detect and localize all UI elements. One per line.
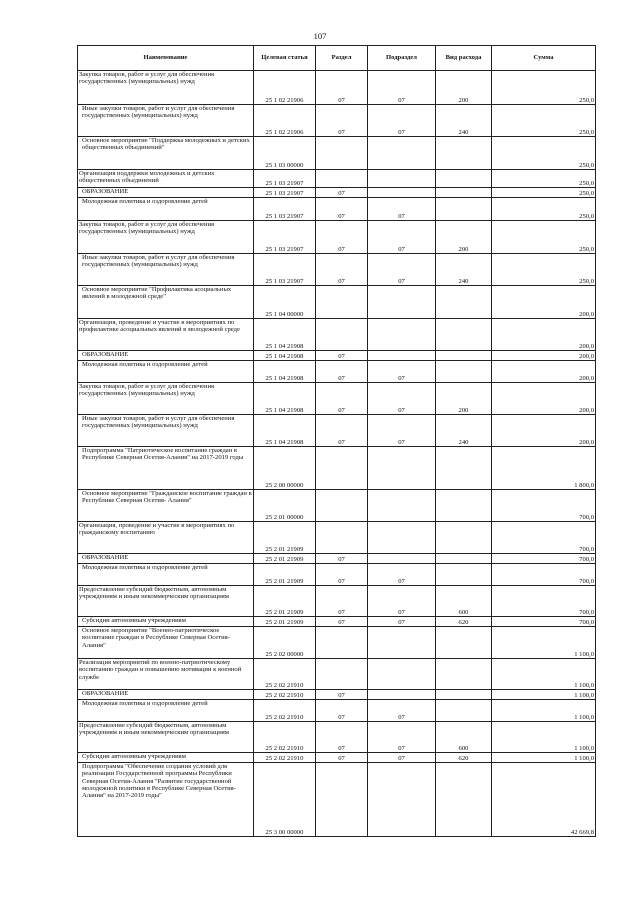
cell-target-article: 25 1 03 21907 <box>254 188 316 198</box>
cell-expense-type <box>436 522 492 554</box>
cell-expense-type <box>436 659 492 690</box>
table-row <box>78 319 596 351</box>
cell-expense-type: 620 <box>436 617 492 627</box>
cell-name: Реализация мероприятий по военно-патриотическому воспитанию граждан и повышению мотивации к военной службе <box>78 659 254 690</box>
cell-section <box>316 137 368 170</box>
cell-section: 07 <box>316 221 368 254</box>
table-row <box>78 554 596 564</box>
cell-name: ОБРАЗОВАНИЕ <box>78 690 254 700</box>
cell-amount: 700,0 <box>492 522 596 554</box>
cell-section: 07 <box>316 690 368 700</box>
header-row <box>78 46 596 71</box>
cell-amount: 250,0 <box>492 105 596 137</box>
cell-target-article: 25 2 01 21909 <box>254 522 316 554</box>
table-row <box>78 690 596 700</box>
cell-target-article: 25 2 01 21909 <box>254 554 316 564</box>
table-row <box>78 221 596 254</box>
cell-expense-type <box>436 137 492 170</box>
cell-name: Предоставление субсидий бюджетным, автономным учреждениям и иным некоммерческим организациям <box>78 722 254 753</box>
cell-name: ОБРАЗОВАНИЕ <box>78 554 254 564</box>
table-row <box>78 170 596 188</box>
cell-subsection <box>368 627 436 659</box>
table-row <box>78 351 596 361</box>
cell-amount: 200,0 <box>492 415 596 447</box>
cell-name: Молодежная политика и оздоровление детей <box>78 564 254 586</box>
cell-name: Закупка товаров, работ и услуг для обеспечения государственных (муниципальных) нужд <box>78 221 254 254</box>
cell-subsection <box>368 351 436 361</box>
table-row <box>78 137 596 170</box>
cell-expense-type <box>436 286 492 319</box>
cell-amount: 700,0 <box>492 490 596 522</box>
cell-subsection <box>368 447 436 490</box>
cell-section <box>316 627 368 659</box>
cell-expense-type: 600 <box>436 586 492 617</box>
table-row <box>78 361 596 383</box>
cell-expense-type: 200 <box>436 221 492 254</box>
cell-amount: 250,0 <box>492 71 596 105</box>
cell-amount: 1 800,0 <box>492 447 596 490</box>
cell-name: Основное мероприятие "Поддержка молодежных и детских общественных объединений" <box>78 137 254 170</box>
table-row <box>78 383 596 415</box>
cell-expense-type: 240 <box>436 254 492 286</box>
cell-subsection <box>368 286 436 319</box>
cell-expense-type: 620 <box>436 753 492 763</box>
cell-expense-type <box>436 188 492 198</box>
cell-expense-type <box>436 627 492 659</box>
header-name: Наименование <box>78 46 254 71</box>
cell-target-article: 25 2 01 21909 <box>254 586 316 617</box>
table-row <box>78 763 596 837</box>
cell-target-article: 25 1 03 00000 <box>254 137 316 170</box>
cell-amount: 700,0 <box>492 564 596 586</box>
cell-target-article: 25 2 02 21910 <box>254 700 316 722</box>
cell-amount: 250,0 <box>492 198 596 221</box>
cell-target-article: 25 2 02 21910 <box>254 690 316 700</box>
table-row <box>78 490 596 522</box>
cell-name: Основное мероприятие "Профилактика асоциальных явлений в молодежной среде" <box>78 286 254 319</box>
cell-name: Иные закупки товаров, работ и услуг для обеспечения государственных (муниципальных) нужд <box>78 254 254 286</box>
cell-subsection: 07 <box>368 254 436 286</box>
cell-section <box>316 522 368 554</box>
cell-target-article: 25 2 02 21910 <box>254 722 316 753</box>
cell-target-article: 25 2 01 21909 <box>254 564 316 586</box>
cell-target-article: 25 2 01 21909 <box>254 617 316 627</box>
cell-subsection <box>368 763 436 837</box>
cell-subsection <box>368 188 436 198</box>
table-row <box>78 659 596 690</box>
cell-expense-type <box>436 170 492 188</box>
cell-target-article: 25 1 03 21907 <box>254 170 316 188</box>
cell-target-article: 25 1 03 21907 <box>254 198 316 221</box>
table-row <box>78 254 596 286</box>
table-row <box>78 722 596 753</box>
table-row <box>78 286 596 319</box>
cell-expense-type: 200 <box>436 383 492 415</box>
cell-target-article: 25 1 04 21908 <box>254 351 316 361</box>
cell-section: 07 <box>316 351 368 361</box>
cell-name: Основное мероприятие "Гражданское воспитание граждан в Республике Северная Осетия- Алания" <box>78 490 254 522</box>
cell-name: ОБРАЗОВАНИЕ <box>78 351 254 361</box>
cell-target-article: 25 1 03 21907 <box>254 221 316 254</box>
cell-expense-type <box>436 690 492 700</box>
table-row <box>78 188 596 198</box>
table-row <box>78 564 596 586</box>
cell-expense-type <box>436 554 492 564</box>
cell-amount: 250,0 <box>492 188 596 198</box>
cell-subsection <box>368 490 436 522</box>
table-row <box>78 522 596 554</box>
cell-expense-type <box>436 490 492 522</box>
cell-expense-type <box>436 763 492 837</box>
cell-name: Организация, проведение и участие в мероприятиях по гражданскому воспитанию <box>78 522 254 554</box>
cell-section <box>316 286 368 319</box>
cell-target-article: 25 2 02 21910 <box>254 753 316 763</box>
cell-section: 07 <box>316 617 368 627</box>
cell-amount: 1 100,0 <box>492 690 596 700</box>
cell-subsection: 07 <box>368 753 436 763</box>
cell-amount: 1 100,0 <box>492 627 596 659</box>
cell-amount: 200,0 <box>492 319 596 351</box>
cell-target-article: 25 1 02 21906 <box>254 71 316 105</box>
cell-name: Закупка товаров, работ и услуг для обеспечения государственных (муниципальных) нужд <box>78 383 254 415</box>
cell-amount: 700,0 <box>492 554 596 564</box>
cell-subsection: 07 <box>368 383 436 415</box>
cell-subsection <box>368 137 436 170</box>
cell-section: 07 <box>316 564 368 586</box>
cell-section <box>316 447 368 490</box>
cell-target-article: 25 3 00 00000 <box>254 763 316 837</box>
header-target-article: Целевая статья <box>254 46 316 71</box>
table-row <box>78 415 596 447</box>
cell-subsection: 07 <box>368 221 436 254</box>
table-header <box>78 46 596 71</box>
cell-section: 07 <box>316 415 368 447</box>
cell-amount: 700,0 <box>492 617 596 627</box>
cell-section: 07 <box>316 383 368 415</box>
cell-section: 07 <box>316 554 368 564</box>
cell-name: Субсидии автономным учреждениям <box>78 753 254 763</box>
cell-subsection: 07 <box>368 105 436 137</box>
header-expense-type: Вид расхода <box>436 46 492 71</box>
cell-name: Молодежная политика и оздоровление детей <box>78 361 254 383</box>
cell-section: 07 <box>316 722 368 753</box>
cell-name: Субсидии автономным учреждениям <box>78 617 254 627</box>
cell-amount: 250,0 <box>492 221 596 254</box>
cell-amount: 200,0 <box>492 286 596 319</box>
cell-target-article: 25 2 02 21910 <box>254 659 316 690</box>
cell-amount: 42 669,8 <box>492 763 596 837</box>
cell-subsection: 07 <box>368 700 436 722</box>
cell-subsection: 07 <box>368 361 436 383</box>
cell-section: 07 <box>316 198 368 221</box>
table-row <box>78 105 596 137</box>
cell-target-article: 25 2 01 00000 <box>254 490 316 522</box>
cell-expense-type <box>436 361 492 383</box>
cell-amount: 1 100,0 <box>492 722 596 753</box>
table-row <box>78 198 596 221</box>
cell-name: Организация поддержки молодежных и детских общественных объединений <box>78 170 254 188</box>
header-subsection: Подраздел <box>368 46 436 71</box>
cell-amount: 250,0 <box>492 137 596 170</box>
cell-name: Иные закупки товаров, работ и услуг для обеспечения государственных (муниципальных) нужд <box>78 415 254 447</box>
cell-amount: 1 100,0 <box>492 753 596 763</box>
cell-subsection: 07 <box>368 564 436 586</box>
cell-amount: 700,0 <box>492 586 596 617</box>
cell-section: 07 <box>316 586 368 617</box>
cell-section: 07 <box>316 753 368 763</box>
table-row <box>78 447 596 490</box>
cell-section <box>316 319 368 351</box>
cell-subsection: 07 <box>368 722 436 753</box>
cell-amount: 200,0 <box>492 351 596 361</box>
cell-section: 07 <box>316 700 368 722</box>
cell-target-article: 25 1 02 21906 <box>254 105 316 137</box>
cell-section <box>316 490 368 522</box>
cell-subsection <box>368 554 436 564</box>
cell-target-article: 25 1 04 21908 <box>254 361 316 383</box>
cell-subsection <box>368 319 436 351</box>
page-number: 107 <box>313 31 327 41</box>
budget-table <box>77 45 596 837</box>
cell-subsection <box>368 522 436 554</box>
cell-expense-type <box>436 198 492 221</box>
cell-section: 07 <box>316 254 368 286</box>
cell-expense-type: 240 <box>436 415 492 447</box>
cell-name: Закупка товаров, работ и услуг для обеспечения государственных (муниципальных) нужд <box>78 71 254 105</box>
cell-amount: 200,0 <box>492 383 596 415</box>
cell-subsection <box>368 690 436 700</box>
cell-section <box>316 659 368 690</box>
cell-expense-type <box>436 700 492 722</box>
cell-name: Подпрограмма "Обеспечение создания условий для реализации Государственной программы Республики Северная Осетия-Алания "Развитие государственной молодежной политики в Республике Северная Осетия-Алания" на 2017-2019 годы" <box>78 763 254 837</box>
table-row <box>78 700 596 722</box>
cell-target-article: 25 1 04 21908 <box>254 415 316 447</box>
table-body <box>78 71 596 837</box>
cell-section: 07 <box>316 71 368 105</box>
cell-amount: 1 100,0 <box>492 700 596 722</box>
cell-expense-type <box>436 319 492 351</box>
cell-name: Подпрограмма "Патриотическое воспитание граждан в Республике Северная Осетия-Алания" на 2017-2019 годы <box>78 447 254 490</box>
cell-name: ОБРАЗОВАНИЕ <box>78 188 254 198</box>
cell-amount: 200,0 <box>492 361 596 383</box>
cell-expense-type <box>436 564 492 586</box>
cell-subsection: 07 <box>368 198 436 221</box>
cell-amount: 250,0 <box>492 170 596 188</box>
cell-section: 07 <box>316 188 368 198</box>
header-amount: Сумма <box>492 46 596 71</box>
table-row <box>78 753 596 763</box>
table-row <box>78 71 596 105</box>
cell-amount: 250,0 <box>492 254 596 286</box>
cell-name: Молодежная политика и оздоровление детей <box>78 198 254 221</box>
cell-name: Организация, проведение и участие в мероприятиях по профилактике асоциальных явлений в молодежной среде <box>78 319 254 351</box>
table-row <box>78 586 596 617</box>
cell-target-article: 25 1 04 21908 <box>254 383 316 415</box>
cell-subsection: 07 <box>368 617 436 627</box>
cell-expense-type: 200 <box>436 71 492 105</box>
cell-target-article: 25 2 02 00000 <box>254 627 316 659</box>
cell-name: Молодежная политика и оздоровление детей <box>78 700 254 722</box>
cell-expense-type <box>436 351 492 361</box>
cell-target-article: 25 1 04 21908 <box>254 319 316 351</box>
cell-section <box>316 763 368 837</box>
cell-subsection: 07 <box>368 586 436 617</box>
cell-target-article: 25 2 00 00000 <box>254 447 316 490</box>
cell-name: Основное мероприятие "Военно-патриотическое воспитание граждан в Республике Северная Осетия-Алания" <box>78 627 254 659</box>
table-row <box>78 617 596 627</box>
cell-amount: 1 100,0 <box>492 659 596 690</box>
header-section: Раздел <box>316 46 368 71</box>
cell-target-article: 25 1 04 00000 <box>254 286 316 319</box>
cell-expense-type: 240 <box>436 105 492 137</box>
cell-section: 07 <box>316 105 368 137</box>
cell-subsection: 07 <box>368 71 436 105</box>
cell-subsection: 07 <box>368 415 436 447</box>
cell-expense-type <box>436 447 492 490</box>
cell-section: 07 <box>316 361 368 383</box>
cell-name: Иные закупки товаров, работ и услуг для обеспечения государственных (муниципальных) нужд <box>78 105 254 137</box>
cell-subsection <box>368 659 436 690</box>
cell-name: Предоставление субсидий бюджетным, автономным учреждениям и иным некоммерческим организациям <box>78 586 254 617</box>
cell-subsection <box>368 170 436 188</box>
cell-section <box>316 170 368 188</box>
table-row <box>78 627 596 659</box>
cell-expense-type: 600 <box>436 722 492 753</box>
cell-target-article: 25 1 03 21907 <box>254 254 316 286</box>
